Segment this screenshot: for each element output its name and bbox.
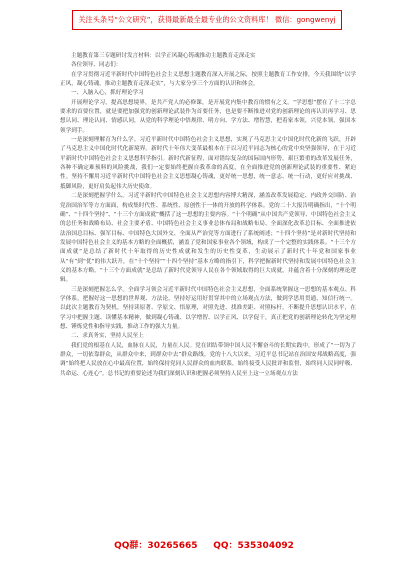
document-body bbox=[60, 52, 356, 379]
footer-contact bbox=[0, 538, 408, 551]
footer-separator bbox=[198, 541, 214, 551]
paragraph: 开展理论学习，提高思想境界，是共产党人的必修课，是开展党内集中教育的惯有之义。“学思想”摆在了十二字总要求的首要位置，就是要把加强党的创新理论武装作为首要任务，也是要不断推进对党的创新理论的再认识再学习、思想认同、理论认同、情感认同，从党的科学理论中悟规律、明方向、学方法、增智慧，把着家本领，兴党本领，强国本领学到手。 bbox=[60, 99, 356, 134]
qq-group: QQ群：30265665 bbox=[114, 541, 198, 551]
qq-number: QQ：535304092 bbox=[213, 541, 294, 551]
paragraph: 主题教育第三专题研讨发言材料：以学正风凝心铸魂推动主题教育走深走实 bbox=[71, 53, 256, 59]
section-heading: 一、入脑入心，抓好理论学习 bbox=[71, 90, 144, 97]
section-heading: 二、求真务实，坚持人民至上 bbox=[71, 333, 144, 340]
promo-banner: 关注头条号“公文研究”，获得最新最全最专业的公文资料库！ 微信：gongwenyj bbox=[72, 10, 342, 30]
paragraph: 一是深刻理解育为什么学。习近平新时代中国特色社会主义思想，实现了马克思主义中国化时代化新的飞跃，开辟了马克思主义中国化时代化新境界。新时代十年伟大变革最根本在于以习近平同志为核心的党中央坚强领导，在于习近平新时代中国特色社会主义思想科学指引。新时代新征程，面对错综复杂的国际国内形势，艰巨繁重的改革发展任务，各种不确定难预料的风险挑战，我们一定要始终把握自我革命的高度，在全面推进党的创新理论武装的重要性、紧迫性。坚持不懈用习近平新时代中国特色社会主义思想凝心铸魂，更好统一思想，统一意志、统一行动，更好应对挑战、抵御风险，更好肩负起伟大历史使命。 bbox=[60, 137, 356, 190]
paragraph: 各位领导、同志们： bbox=[71, 62, 122, 69]
paragraph: 我们党的根基在人民，血脉在人民，力量在人民。党在团结带领中国人民不懈奋斗的长期实践中，形成了“一切为了群众，一切依靠群众，从群众中来，到群众中去”群众路线。党的十八大以来，习近平总书记站在治国安邦战略高度，强调“始终把人民放在心中最高位置，始终保持党同人民群众的血肉联系，始终接受人民批评和监督，始终同人民同呼吸、共命运、心连心”。总书记的重要论述为我们深刻认识和把握必须坚持人民至上这一立场观点方法 bbox=[60, 342, 356, 377]
paragraph: 在学习贯彻习近平新时代中国特色社会主义思想主题教育深入开展之际，按照主题教育工作安排，今天我围绕“以学正风，凝心铸魂，推动主题教育走深走实”，与大家分享三个方面的认识和体会。 bbox=[60, 71, 356, 88]
paragraph: 三是深刻把握怎么学。全面学习领会习近平新时代中国特色社会主义思想，全面系统掌握这一思想的基本观点、科学体系，把握好这一思想的世界观、方法论，坚持好运用好贯穿其中的立场观点方法，做到学思用贯通、知信行统一。以此次主题教育为契机，坚持读原著、学原文、悟原理，对照先进、找准差距、对照标杆，不断提升思想认识水平，在学习中把握主题、读懂基本精神，做到凝心铸魂、以学增智、以学正风、以学促干，真正把党的创新理论转化为坚定理想、锤炼党性和指导实践、推动工作的强大力量。 bbox=[60, 286, 356, 330]
paragraph: 二是深刻把握学什么。习近平新时代中国特色社会主义思想内容博大精深，涵盖改革发展稳定、内政外交国防、治党治国治军等方方面面，构成集时代性、系统性、原创性于一体的开放的科学体系。党的二十大报告明确指出，“十个明确”、“十四个坚持”、“十三个方面成就”概括了这一思想的主要内容。“十个明确”从中国共产党领导、中国特色社会主义的总任务和战略布局、社会主要矛盾、中国特色社会主义事业总体布局和战略布局、全面深化改革总目标、全面推进依法治国总目标、强军目标、中国特色大国外交、全面从严治党等方面进行了系统阐述；“十四个坚持”是对新时代坚持和发展中国特色社会主义的基本方略的全面概括，涵盖了党和国家事业各个领域，构成了一个完整的实践体系。“十三个方面成就”是总结了新时代十年取得的历史性成就和发生的历史性变革，生动展示了新时代十年党和国家事业从“有”到“优”的伟大跃升，在“十个坚持”“十四个坚持”基本方略的指引下，科学把握新时代坚持和发展中国特色社会主义的基本方略。“十三个方面成就”是总结了新时代党领导人民在各个领域取得的巨大成就，并蕴含着十分深刻的理论逻辑。 bbox=[60, 193, 356, 284]
